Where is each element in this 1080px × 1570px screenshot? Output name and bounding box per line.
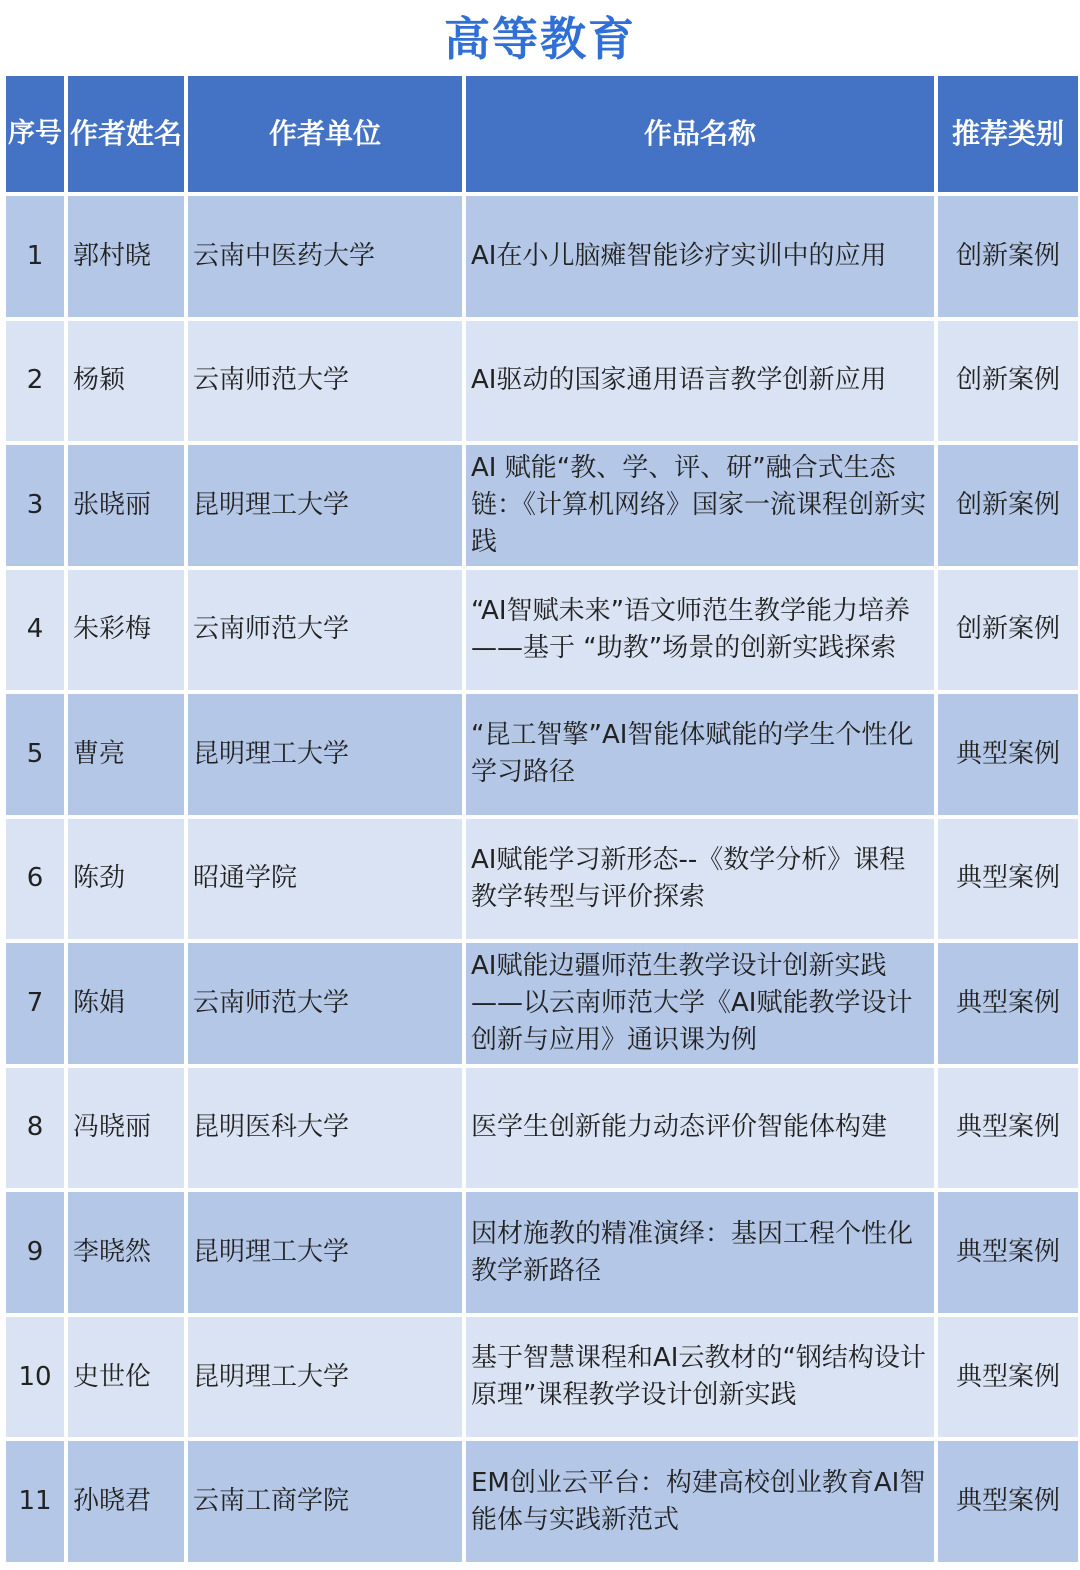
row-index: 5 [6, 694, 64, 815]
header-unit: 作者单位 [188, 76, 462, 192]
table-row [6, 694, 1078, 815]
table-row [6, 445, 1078, 566]
row-work: EM创业云平台：构建高校创业教育AI智能体与实践新范式 [466, 1441, 934, 1562]
row-author: 张晓丽 [68, 445, 184, 566]
row-unit: 昆明理工大学 [188, 694, 462, 815]
row-index: 8 [6, 1068, 64, 1189]
row-work: AI 赋能“教、学、评、研”融合式生态链：《计算机网络》国家一流课程创新实践 [466, 445, 934, 566]
row-work: “昆工智擎”AI智能体赋能的学生个性化学习路径 [466, 694, 934, 815]
row-work: AI赋能边疆师范生教学设计创新实践——以云南师范大学《AI赋能教学设计创新与应用》通识课为例 [466, 943, 934, 1064]
row-category: 典型案例 [938, 819, 1078, 940]
row-category: 典型案例 [938, 1317, 1078, 1438]
row-work: “AI智赋未来”语文师范生教学能力培养——基于 “助教”场景的创新实践探索 [466, 570, 934, 691]
row-unit: 昭通学院 [188, 819, 462, 940]
row-index: 6 [6, 819, 64, 940]
row-work: 医学生创新能力动态评价智能体构建 [466, 1068, 934, 1189]
row-unit: 云南师范大学 [188, 570, 462, 691]
row-unit: 云南工商学院 [188, 1441, 462, 1562]
row-category: 典型案例 [938, 694, 1078, 815]
header-work: 作品名称 [466, 76, 934, 192]
row-index: 7 [6, 943, 64, 1064]
row-index: 3 [6, 445, 64, 566]
row-work: 基于智慧课程和AI云教材的“钢结构设计原理”课程教学设计创新实践 [466, 1317, 934, 1438]
row-index: 10 [6, 1317, 64, 1438]
row-unit: 昆明理工大学 [188, 445, 462, 566]
row-author: 陈劲 [68, 819, 184, 940]
table-row [6, 1192, 1078, 1313]
row-unit: 云南中医药大学 [188, 196, 462, 317]
row-author: 杨颖 [68, 321, 184, 442]
table-row [6, 1441, 1078, 1562]
row-category: 典型案例 [938, 1441, 1078, 1562]
row-author: 朱彩梅 [68, 570, 184, 691]
row-index: 2 [6, 321, 64, 442]
awards-table [2, 72, 1080, 1566]
row-category: 创新案例 [938, 321, 1078, 442]
table-row [6, 570, 1078, 691]
row-index: 4 [6, 570, 64, 691]
row-work: AI在小儿脑瘫智能诊疗实训中的应用 [466, 196, 934, 317]
row-author: 冯晓丽 [68, 1068, 184, 1189]
row-unit: 昆明理工大学 [188, 1317, 462, 1438]
table-row [6, 819, 1078, 940]
row-unit: 云南师范大学 [188, 321, 462, 442]
row-index: 1 [6, 196, 64, 317]
row-category: 创新案例 [938, 196, 1078, 317]
row-unit: 云南师范大学 [188, 943, 462, 1064]
row-author: 史世伦 [68, 1317, 184, 1438]
table-row [6, 196, 1078, 317]
row-author: 曹亮 [68, 694, 184, 815]
row-category: 典型案例 [938, 1068, 1078, 1189]
row-author: 李晓然 [68, 1192, 184, 1313]
table-row [6, 1317, 1078, 1438]
table-header-row [6, 76, 1078, 192]
row-work: AI赋能学习新形态--《数学分析》课程教学转型与评价探索 [466, 819, 934, 940]
header-category: 推荐类别 [938, 76, 1078, 192]
row-work: 因材施教的精准演绎：基因工程个性化教学新路径 [466, 1192, 934, 1313]
row-work: AI驱动的国家通用语言教学创新应用 [466, 321, 934, 442]
row-unit: 昆明医科大学 [188, 1068, 462, 1189]
row-author: 郭村晓 [68, 196, 184, 317]
row-category: 创新案例 [938, 445, 1078, 566]
row-category: 典型案例 [938, 943, 1078, 1064]
row-category: 典型案例 [938, 1192, 1078, 1313]
row-category: 创新案例 [938, 570, 1078, 691]
table-body [6, 196, 1078, 1562]
row-unit: 昆明理工大学 [188, 1192, 462, 1313]
table-row [6, 1068, 1078, 1189]
header-author: 作者姓名 [68, 76, 184, 192]
table-row [6, 321, 1078, 442]
row-index: 9 [6, 1192, 64, 1313]
table-row [6, 943, 1078, 1064]
header-index: 序号 [6, 76, 64, 192]
row-index: 11 [6, 1441, 64, 1562]
row-author: 陈娟 [68, 943, 184, 1064]
row-author: 孙晓君 [68, 1441, 184, 1562]
page-title: 高等教育 [444, 12, 636, 66]
